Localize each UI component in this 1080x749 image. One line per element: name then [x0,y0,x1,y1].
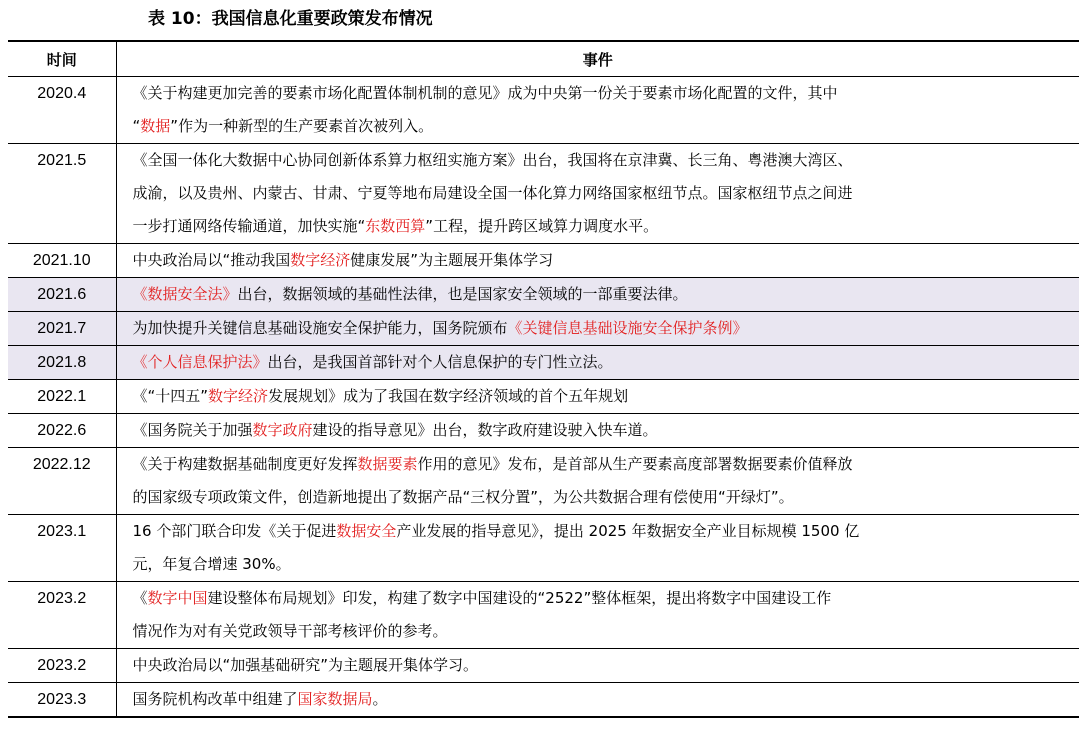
event-line [133,144,1072,177]
event-line [133,515,1072,548]
row-event [116,582,1079,649]
event-text: 出台，是我国首部针对个人信息保护的专门性立法。 [267,353,613,371]
highlighted-term: 国家数据局 [297,690,373,708]
highlighted-term: 数字中国 [147,589,208,607]
row-event [116,77,1079,144]
row-time-text: 2021.6 [37,286,87,303]
row-time [8,77,116,144]
row-event [116,244,1079,278]
event-text: 《“十四五” [132,387,209,405]
highlighted-term: 数据 [140,117,171,135]
table-row [8,312,1079,346]
table-row [8,515,1079,582]
event-line [133,380,1072,413]
event-text: 建设整体布局规划》印发，构建了数字中国建设的“2522”整体框架，提出将数字中国建设工作 [207,589,832,607]
table-row [8,414,1079,448]
event-text: 出台，数据领域的基础性法律，也是国家安全领域的一部重要法律。 [237,285,688,303]
event-text: 《关于构建数据基础制度更好发挥 [132,455,358,473]
event-text: 作用的意见》发布，是首部从生产要素高度部署数据要素价值释放 [417,455,853,473]
event-text: 《全国一体化大数据中心协同创新体系算力枢纽实施方案》出台，我国将在京津冀、长三角、粤港澳大湾区、 [132,151,853,169]
event-line [133,346,1072,379]
event-line [133,683,1072,716]
policy-table [8,40,1079,718]
event-line [133,649,1072,682]
header-event: 事件 [116,41,1079,77]
row-time-text: 2023.3 [37,691,87,708]
row-time-text: 2021.5 [37,152,87,169]
event-text: 元，年复合增速 30%。 [132,555,291,573]
row-event [116,414,1079,448]
row-time [8,380,116,414]
event-line [133,481,1072,514]
row-time-text: 2023.1 [37,523,87,540]
row-time [8,312,116,346]
event-text: “ [132,117,141,135]
event-text: 《国务院关于加强 [132,421,253,439]
table-row [8,448,1079,515]
table-row [8,144,1079,244]
row-time [8,683,116,718]
table-row [8,649,1079,683]
table-row [8,244,1079,278]
event-text: 16 个部门联合印发《关于促进 [132,522,337,540]
event-text: ”作为一种新型的生产要素首次被列入。 [170,117,434,135]
table-row [8,582,1079,649]
table-body [8,77,1079,718]
row-event [116,380,1079,414]
highlighted-term: 数字经济 [208,387,269,405]
event-line [133,77,1072,110]
event-text: ”工程，提升跨区域算力调度水平。 [425,217,659,235]
row-time-text: 2022.6 [37,422,87,439]
event-text: 建设的指导意见》出台，数字政府建设驶入快车道。 [312,421,658,439]
event-text: 为加快提升关键信息基础设施安全保护能力，国务院颁布 [132,319,508,337]
event-line [133,582,1072,615]
highlighted-term: 《个人信息保护法》 [132,353,268,371]
table-caption: 表 10：我国信息化重要政策发布情况 [148,9,433,29]
row-event [116,515,1079,582]
event-line [133,210,1072,243]
row-time [8,346,116,380]
row-time [8,144,116,244]
row-time-text: 2021.7 [37,320,87,337]
highlighted-term: 数据安全 [336,522,397,540]
row-event [116,649,1079,683]
event-line [133,448,1072,481]
event-text: 中央政治局以“推动我国 [132,251,291,269]
event-text: 一步打通网络传输通道，加快实施“ [132,217,366,235]
row-event [116,346,1079,380]
row-time [8,278,116,312]
event-line [133,312,1072,345]
event-line [133,110,1072,143]
table-row [8,278,1079,312]
event-text: 产业发展的指导意见》，提出 2025 年数据安全产业目标规模 1500 亿 [396,522,860,540]
row-time [8,448,116,515]
highlighted-term: 数字经济 [290,251,351,269]
event-text: 国务院机构改革中组建了 [132,690,298,708]
table-row [8,77,1079,144]
row-time [8,515,116,582]
event-text: 发展规划》成为了我国在数字经济领域的首个五年规划 [268,387,629,405]
event-text: 《关于构建更加完善的要素市场化配置体制机制的意见》成为中央第一份关于要素市场化配置的文件，其中 [132,84,838,102]
row-time [8,244,116,278]
row-event [116,312,1079,346]
event-text: 。 [372,690,388,708]
event-line [133,414,1072,447]
highlighted-term: 《关键信息基础设施安全保护条例》 [507,319,748,337]
event-text: 健康发展”为主题展开集体学习 [350,251,554,269]
event-text: 成渝，以及贵州、内蒙古、甘肃、宁夏等地布局建设全国一体化算力网络国家枢纽节点。国家枢纽节点之间进 [132,184,853,202]
table-header-row [8,41,1079,77]
row-event [116,278,1079,312]
event-text: 的国家级专项政策文件，创造新地提出了数据产品“三权分置”，为公共数据合理有偿使用“开绿灯”。 [132,488,794,506]
event-line [133,548,1072,581]
row-time-text: 2023.2 [37,657,87,674]
highlighted-term: 东数西算 [365,217,426,235]
row-event [116,144,1079,244]
event-text: 中央政治局以“加强基础研究”为主题展开集体学习。 [132,656,479,674]
row-event [116,448,1079,515]
table-row [8,683,1079,718]
row-time [8,649,116,683]
row-time-text: 2022.12 [32,456,91,473]
event-line [133,177,1072,210]
row-event [116,683,1079,718]
event-line [133,244,1072,277]
event-text: 《 [132,589,148,607]
highlighted-term: 数字政府 [252,421,313,439]
highlighted-term: 数据要素 [357,455,418,473]
event-line [133,278,1072,311]
row-time-text: 2022.1 [37,388,87,405]
table-row [8,346,1079,380]
row-time-text: 2020.4 [37,85,87,102]
header-time: 时间 [8,41,116,77]
highlighted-term: 《数据安全法》 [132,285,238,303]
row-time-text: 2021.8 [37,354,87,371]
row-time [8,414,116,448]
row-time-text: 2021.10 [32,252,91,269]
row-time [8,582,116,649]
row-time-text: 2023.2 [37,590,87,607]
event-text: 情况作为对有关党政领导干部考核评价的参考。 [132,622,448,640]
table-row [8,380,1079,414]
event-line [133,615,1072,648]
